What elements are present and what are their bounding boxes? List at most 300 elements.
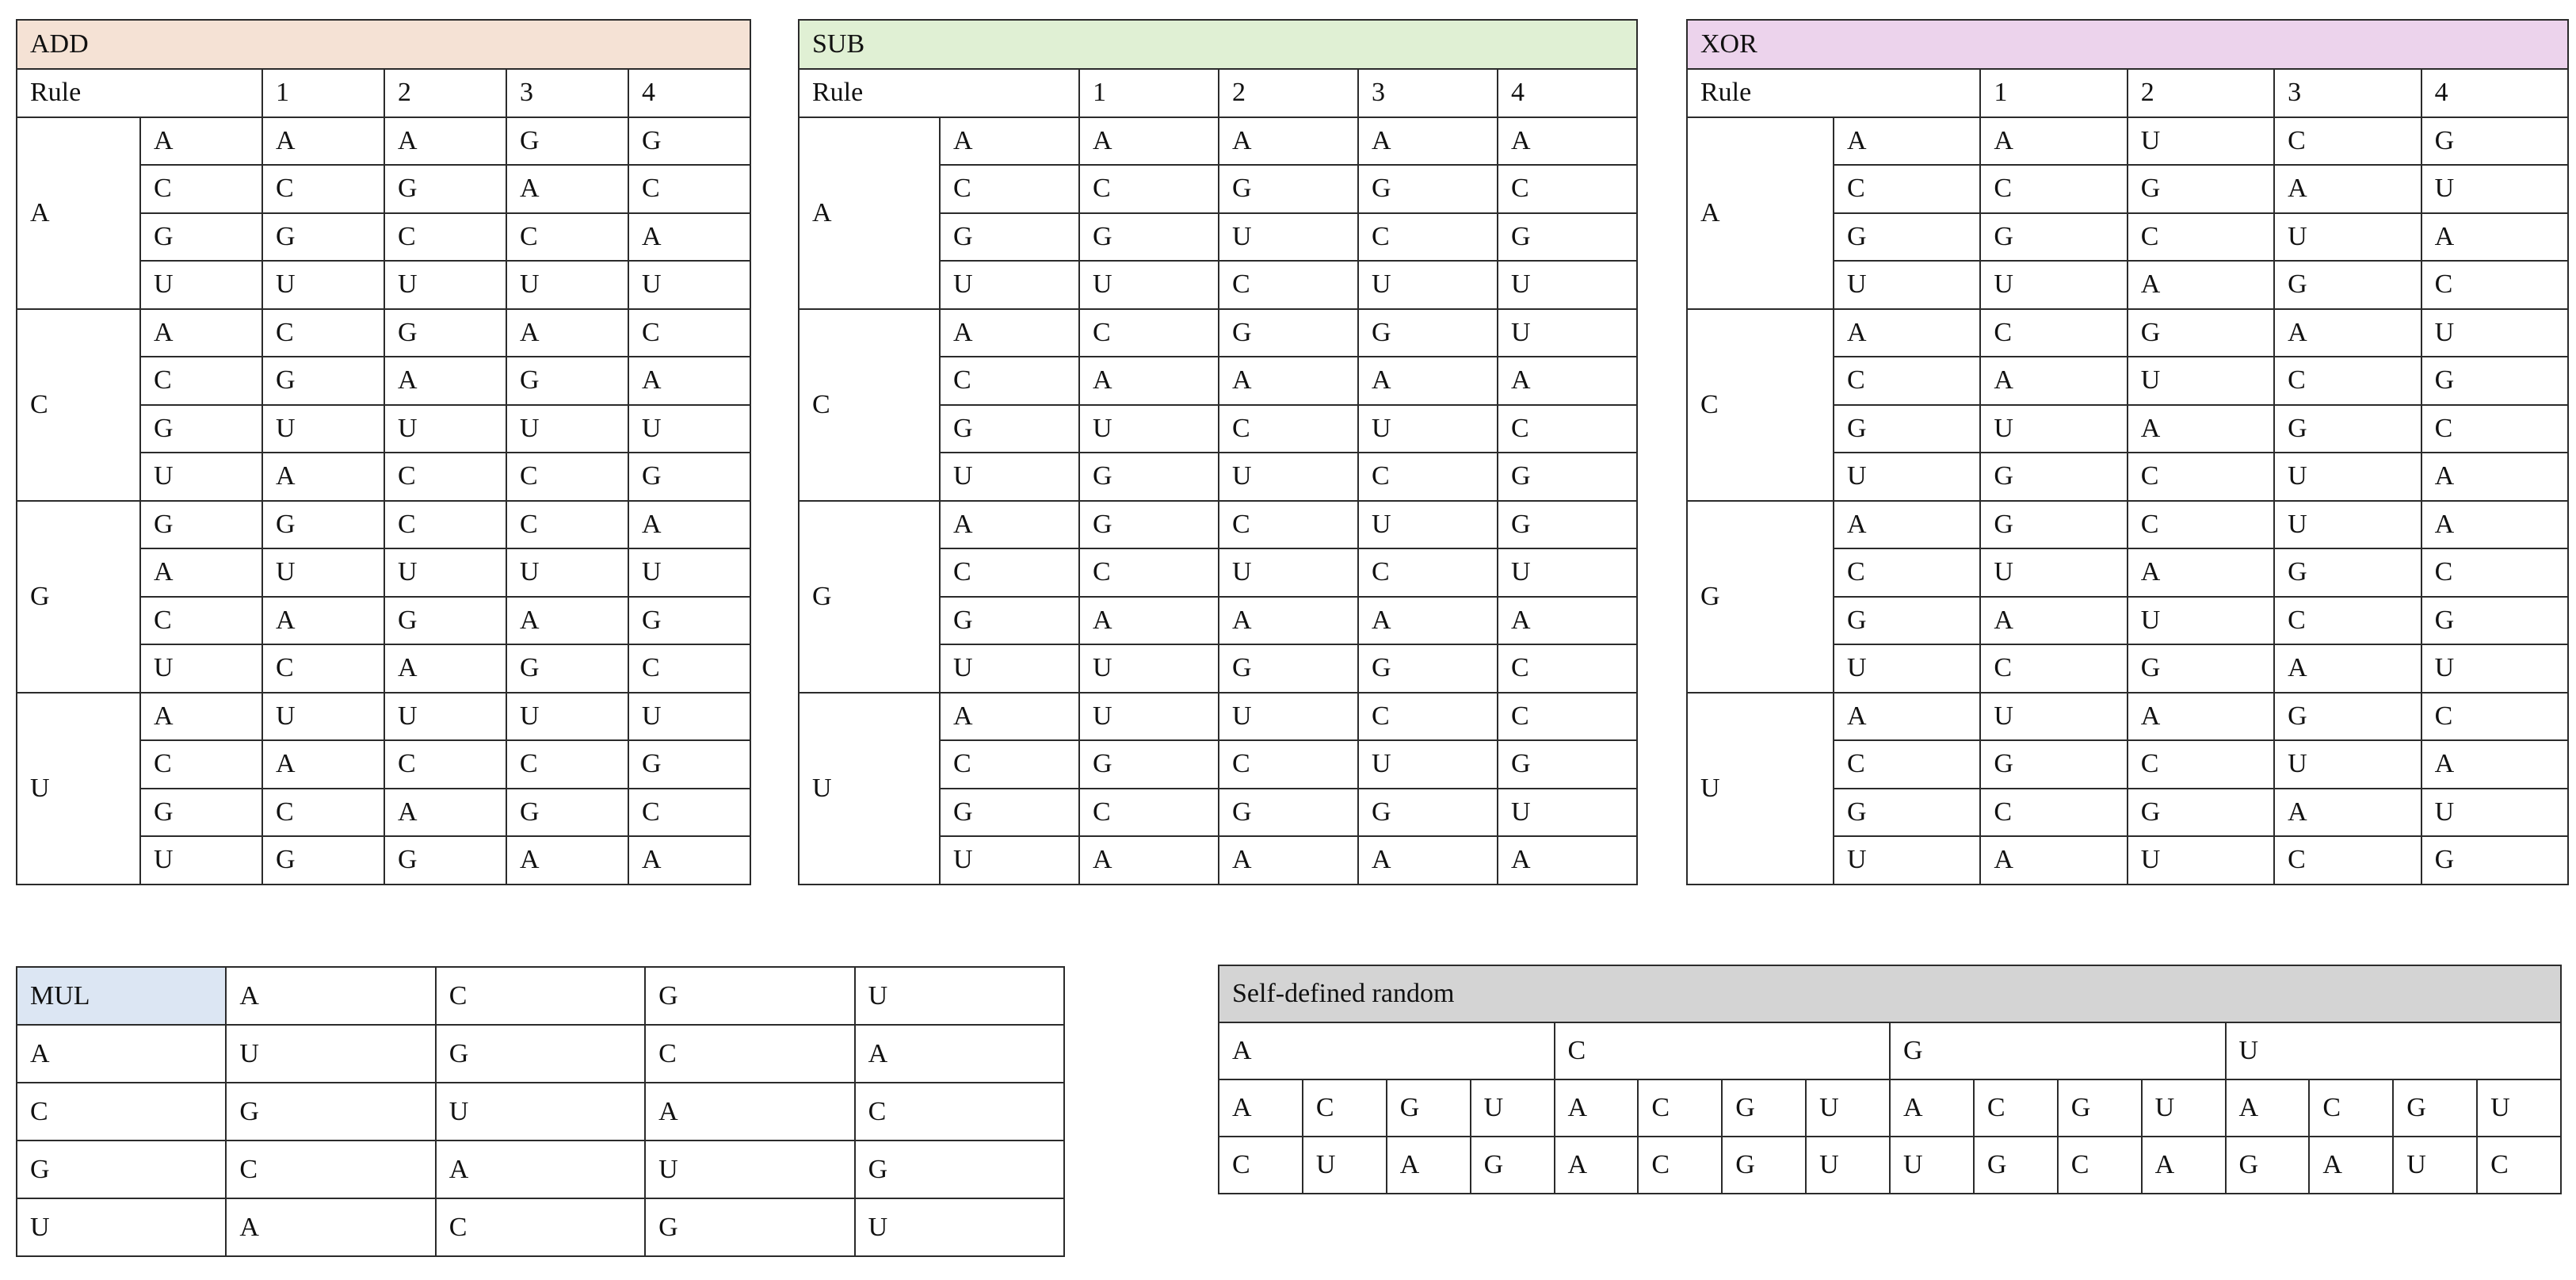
add-rule-cell: A	[628, 501, 750, 549]
add-column-header-row	[17, 69, 750, 117]
add-rule-cell: C	[628, 309, 750, 357]
add-input-base: G	[140, 789, 262, 837]
random-input-cell: C	[1638, 1079, 1722, 1137]
sub-rule-cell: A	[1498, 357, 1637, 405]
add-input-base: C	[140, 165, 262, 213]
xor-input-base: A	[1834, 309, 1980, 357]
add-group-base: C	[17, 309, 140, 501]
sub-rule-cell: G	[1498, 213, 1637, 262]
sub-rule-cell: G	[1358, 165, 1498, 213]
add-rule-row	[17, 501, 750, 549]
xor-rule-cell: A	[2274, 165, 2421, 213]
add-rule-cell: A	[384, 789, 506, 837]
add-rule-cell: C	[628, 165, 750, 213]
add-rule-cell: U	[506, 405, 628, 453]
sub-input-base: U	[940, 644, 1079, 693]
sub-group-base: C	[799, 309, 940, 501]
xor-rule-cell: A	[2274, 789, 2421, 837]
xor-rule-cell: C	[2274, 117, 2421, 166]
xor-rule-cell: A	[2274, 644, 2421, 693]
xor-rule-cell: A	[2128, 261, 2274, 309]
sub-rule-label: Rule	[799, 69, 1079, 117]
random-input-cell: G	[2393, 1079, 2477, 1137]
xor-rule-cell: C	[2421, 405, 2568, 453]
xor-rule-cell: G	[2274, 261, 2421, 309]
sub-rule-cell: U	[1079, 693, 1219, 741]
xor-rule-cell: U	[1980, 405, 2127, 453]
mul-cell: U	[226, 1025, 435, 1083]
xor-rule-cell: U	[1980, 261, 2127, 309]
random-input-cell: U	[1471, 1079, 1555, 1137]
sub-input-base: U	[940, 836, 1079, 885]
xor-input-base: U	[1834, 644, 1980, 693]
xor-rule-cell: C	[2421, 261, 2568, 309]
mul-cell: U	[855, 1198, 1064, 1256]
add-group-base: U	[17, 693, 140, 885]
add-input-base: C	[140, 740, 262, 789]
add-group-base: A	[17, 117, 140, 309]
add-rule-cell: G	[384, 309, 506, 357]
mul-row-label: A	[17, 1025, 226, 1083]
sub-rule-cell: A	[1498, 117, 1637, 166]
sub-input-base: A	[940, 501, 1079, 549]
sub-rule-row	[799, 693, 1637, 741]
random-input-cell: A	[1555, 1079, 1639, 1137]
random-table-title: Self-defined random	[1219, 965, 2561, 1022]
mul-row	[17, 1198, 1064, 1256]
random-output-cell: A	[1555, 1137, 1639, 1194]
xor-rule-cell: C	[2128, 453, 2274, 501]
sub-rule-cell: A	[1079, 117, 1219, 166]
sub-rule-cell: U	[1498, 789, 1637, 837]
random-input-cell: G	[1387, 1079, 1471, 1137]
mul-col-header: G	[645, 967, 854, 1025]
xor-rule-cell: C	[2128, 213, 2274, 262]
add-table-title: ADD	[17, 20, 750, 69]
mul-table-title: MUL	[17, 967, 226, 1025]
xor-rule-cell: A	[2421, 501, 2568, 549]
add-rule-cell: G	[262, 501, 384, 549]
mul-row-label: C	[17, 1083, 226, 1141]
add-rule-cell: A	[384, 644, 506, 693]
sub-rule-cell: G	[1358, 789, 1498, 837]
xor-rule-cell: C	[1980, 644, 2127, 693]
sub-rule-cell: C	[1079, 309, 1219, 357]
sub-input-base: C	[940, 740, 1079, 789]
add-input-base: U	[140, 836, 262, 885]
add-rule-cell: G	[628, 117, 750, 166]
add-rule-cell: U	[628, 548, 750, 597]
random-input-cell: A	[1890, 1079, 1974, 1137]
xor-input-base: C	[1834, 548, 1980, 597]
xor-rule-cell: U	[2421, 789, 2568, 837]
sub-rule-cell: C	[1358, 213, 1498, 262]
xor-rule-cell: U	[2274, 453, 2421, 501]
xor-rule-cell: G	[2128, 789, 2274, 837]
sub-rule-cell: A	[1219, 597, 1358, 645]
xor-input-base: G	[1834, 789, 1980, 837]
sub-rule-cell: U	[1219, 453, 1358, 501]
sub-rule-row	[799, 501, 1637, 549]
mul-cell: G	[436, 1025, 645, 1083]
mul-col-header: A	[226, 967, 435, 1025]
xor-rule-cell: G	[2128, 165, 2274, 213]
add-rule-cell: C	[384, 501, 506, 549]
mul-row	[17, 1025, 1064, 1083]
sub-input-base: C	[940, 165, 1079, 213]
add-rule-label: Rule	[17, 69, 262, 117]
add-rule-cell: U	[384, 261, 506, 309]
mul-cell: G	[855, 1141, 1064, 1198]
add-rule-cell: C	[262, 165, 384, 213]
add-rule-cell: C	[384, 213, 506, 262]
random-input-cell: G	[1722, 1079, 1806, 1137]
sub-rule-cell: A	[1358, 836, 1498, 885]
add-rule-cell: G	[384, 836, 506, 885]
xor-rule-cell: G	[2421, 836, 2568, 885]
sub-input-base: A	[940, 309, 1079, 357]
sub-rule-cell: A	[1498, 597, 1637, 645]
sub-rule-row	[799, 309, 1637, 357]
add-rule-cell: A	[628, 836, 750, 885]
sub-rule-cell: A	[1358, 357, 1498, 405]
add-rule-cell: G	[506, 644, 628, 693]
add-rule-cell: U	[384, 693, 506, 741]
xor-rule-cell: C	[1980, 309, 2127, 357]
add-rule-cell: A	[628, 213, 750, 262]
random-output-cell: G	[1722, 1137, 1806, 1194]
add-col-1: 1	[262, 69, 384, 117]
xor-rule-cell: G	[1980, 213, 2127, 262]
sub-col-4: 4	[1498, 69, 1637, 117]
xor-rule-cell: C	[1980, 165, 2127, 213]
random-output-cell: A	[2309, 1137, 2393, 1194]
add-rule-cell: G	[384, 597, 506, 645]
random-output-cell: G	[1974, 1137, 2058, 1194]
sub-group-base: G	[799, 501, 940, 693]
mul-cell: C	[226, 1141, 435, 1198]
sub-rule-cell: A	[1219, 836, 1358, 885]
add-rule-cell: G	[628, 740, 750, 789]
sub-group-base: U	[799, 693, 940, 885]
sub-rule-cell: C	[1079, 165, 1219, 213]
sub-rule-cell: C	[1358, 548, 1498, 597]
sub-input-base: C	[940, 357, 1079, 405]
xor-rule-cell: C	[2421, 548, 2568, 597]
xor-group-base: U	[1687, 693, 1834, 885]
sub-rule-cell: U	[1358, 405, 1498, 453]
add-rule-cell: C	[506, 501, 628, 549]
xor-rule-cell: G	[2128, 644, 2274, 693]
random-group-label: G	[1890, 1022, 2226, 1079]
sub-rule-cell: A	[1219, 357, 1358, 405]
mul-cell: A	[645, 1083, 854, 1141]
sub-rule-cell: A	[1358, 117, 1498, 166]
add-rule-cell: A	[384, 117, 506, 166]
sub-rule-cell: C	[1079, 789, 1219, 837]
add-rule-cell: A	[628, 357, 750, 405]
add-rule-cell: G	[262, 836, 384, 885]
mul-cell: A	[855, 1025, 1064, 1083]
sub-rule-cell: U	[1219, 693, 1358, 741]
sub-rule-cell: U	[1079, 644, 1219, 693]
random-input-cell: C	[1974, 1079, 2058, 1137]
sub-rule-cell: U	[1358, 501, 1498, 549]
xor-input-base: U	[1834, 453, 1980, 501]
xor-rule-cell: U	[1980, 693, 2127, 741]
xor-rule-row	[1687, 117, 2568, 166]
xor-rule-cell: G	[1980, 453, 2127, 501]
sub-rule-cell: A	[1358, 597, 1498, 645]
xor-rule-cell: U	[2128, 357, 2274, 405]
xor-input-base: A	[1834, 501, 1980, 549]
mul-cell: U	[645, 1141, 854, 1198]
sub-rule-cell: G	[1498, 501, 1637, 549]
add-input-base: A	[140, 548, 262, 597]
mul-row-label: U	[17, 1198, 226, 1256]
xor-rule-row	[1687, 501, 2568, 549]
sub-rule-cell: U	[1219, 213, 1358, 262]
add-rule-cell: A	[506, 836, 628, 885]
xor-rule-cell: U	[2128, 836, 2274, 885]
sub-rule-cell: C	[1498, 165, 1637, 213]
random-input-cell: U	[2477, 1079, 2561, 1137]
mul-row	[17, 1083, 1064, 1141]
xor-rule-cell: U	[2274, 740, 2421, 789]
add-rule-cell: G	[384, 165, 506, 213]
add-rule-cell: A	[506, 309, 628, 357]
random-output-cell: U	[1890, 1137, 1974, 1194]
sub-rule-cell: C	[1358, 693, 1498, 741]
xor-rule-cell: G	[2421, 597, 2568, 645]
sub-rule-cell: G	[1079, 453, 1219, 501]
add-rule-cell: U	[262, 261, 384, 309]
xor-input-base: C	[1834, 165, 1980, 213]
add-rule-row	[17, 117, 750, 166]
mul-cell: A	[226, 1198, 435, 1256]
xor-rule-cell: C	[2421, 693, 2568, 741]
add-rule-cell: C	[262, 789, 384, 837]
xor-input-base: U	[1834, 836, 1980, 885]
add-rule-cell: A	[262, 453, 384, 501]
sub-input-base: U	[940, 453, 1079, 501]
xor-group-base: A	[1687, 117, 1834, 309]
add-input-base: G	[140, 213, 262, 262]
sub-rule-cell: G	[1219, 165, 1358, 213]
xor-rule-cell: G	[2421, 117, 2568, 166]
random-output-row	[1219, 1137, 2561, 1194]
sub-rule-cell: U	[1498, 261, 1637, 309]
xor-rule-cell: U	[2274, 213, 2421, 262]
sub-rule-cell: C	[1498, 405, 1637, 453]
sub-input-base: G	[940, 213, 1079, 262]
add-input-base: U	[140, 453, 262, 501]
add-rule-cell: U	[628, 693, 750, 741]
add-rule-cell: C	[628, 789, 750, 837]
random-output-cell: U	[2393, 1137, 2477, 1194]
sub-input-base: A	[940, 117, 1079, 166]
xor-rule-cell: U	[2421, 309, 2568, 357]
sub-rule-cell: C	[1358, 453, 1498, 501]
add-rule-cell: C	[384, 453, 506, 501]
add-rule-cell: G	[506, 789, 628, 837]
sub-rule-cell: C	[1079, 548, 1219, 597]
random-output-cell: G	[1471, 1137, 1555, 1194]
add-rule-cell: C	[262, 309, 384, 357]
add-input-base: U	[140, 644, 262, 693]
random-group-label: C	[1555, 1022, 1891, 1079]
xor-rule-cell: C	[2274, 836, 2421, 885]
add-rule-row	[17, 309, 750, 357]
random-output-cell: U	[1303, 1137, 1387, 1194]
sub-rule-row	[799, 117, 1637, 166]
xor-rule-cell: A	[2421, 740, 2568, 789]
sub-rule-cell: A	[1079, 357, 1219, 405]
add-input-base: U	[140, 261, 262, 309]
sub-col-3: 3	[1358, 69, 1498, 117]
xor-input-base: G	[1834, 405, 1980, 453]
mul-row	[17, 1141, 1064, 1198]
mul-col-header: C	[436, 967, 645, 1025]
sub-input-base: G	[940, 597, 1079, 645]
add-rule-cell: C	[506, 453, 628, 501]
add-input-base: C	[140, 357, 262, 405]
xor-input-base: G	[1834, 213, 1980, 262]
sub-rule-cell: U	[1219, 548, 1358, 597]
xor-input-base: A	[1834, 693, 1980, 741]
mul-col-header: U	[855, 967, 1064, 1025]
random-output-cell: C	[1638, 1137, 1722, 1194]
xor-rule-cell: C	[2274, 597, 2421, 645]
add-rule-cell: U	[262, 548, 384, 597]
xor-rule-row	[1687, 309, 2568, 357]
xor-group-base: C	[1687, 309, 1834, 501]
sub-rule-cell: G	[1498, 740, 1637, 789]
sub-rule-cell: G	[1079, 740, 1219, 789]
random-input-cell: C	[2309, 1079, 2393, 1137]
xor-rule-row	[1687, 693, 2568, 741]
add-rule-cell: U	[262, 693, 384, 741]
xor-rule-cell: U	[1980, 548, 2127, 597]
xor-input-base: C	[1834, 357, 1980, 405]
xor-input-base: C	[1834, 740, 1980, 789]
xor-rule-cell: U	[2421, 165, 2568, 213]
sub-rule-cell: G	[1219, 789, 1358, 837]
sub-rule-cell: U	[1079, 261, 1219, 309]
add-rule-row	[17, 693, 750, 741]
xor-rule-cell: U	[2274, 501, 2421, 549]
add-col-2: 2	[384, 69, 506, 117]
xor-rule-cell: C	[2274, 357, 2421, 405]
xor-rule-table	[1686, 19, 2569, 885]
xor-rule-cell: A	[2421, 453, 2568, 501]
xor-input-base: A	[1834, 117, 1980, 166]
xor-group-base: G	[1687, 501, 1834, 693]
sub-rule-cell: C	[1219, 501, 1358, 549]
add-rule-cell: G	[506, 117, 628, 166]
xor-rule-cell: G	[1980, 740, 2127, 789]
sub-rule-cell: C	[1498, 693, 1637, 741]
add-rule-cell: C	[262, 644, 384, 693]
add-rule-cell: C	[628, 644, 750, 693]
add-input-base: C	[140, 597, 262, 645]
add-group-base: G	[17, 501, 140, 693]
add-rule-cell: C	[384, 740, 506, 789]
xor-rule-cell: A	[1980, 357, 2127, 405]
random-group-row	[1219, 1022, 2561, 1079]
random-input-cell: G	[2058, 1079, 2142, 1137]
random-group-label: U	[2226, 1022, 2562, 1079]
add-rule-cell: A	[262, 597, 384, 645]
mul-table	[16, 966, 1065, 1257]
add-rule-cell: A	[384, 357, 506, 405]
random-output-cell: C	[1219, 1137, 1303, 1194]
mul-header-row	[17, 967, 1064, 1025]
add-rule-cell: U	[262, 405, 384, 453]
sub-rule-cell: G	[1498, 453, 1637, 501]
add-col-4: 4	[628, 69, 750, 117]
xor-rule-cell: A	[2128, 693, 2274, 741]
xor-rule-cell: A	[1980, 597, 2127, 645]
xor-rule-cell: G	[2421, 357, 2568, 405]
xor-col-2: 2	[2128, 69, 2274, 117]
xor-rule-cell: U	[2128, 117, 2274, 166]
add-rule-cell: A	[506, 165, 628, 213]
add-col-3: 3	[506, 69, 628, 117]
xor-rule-cell: C	[2128, 501, 2274, 549]
add-rule-cell: C	[506, 740, 628, 789]
sub-rule-cell: U	[1358, 740, 1498, 789]
random-input-row	[1219, 1079, 2561, 1137]
xor-rule-cell: A	[2421, 213, 2568, 262]
add-rule-cell: A	[262, 740, 384, 789]
sub-rule-cell: A	[1219, 117, 1358, 166]
random-group-label: A	[1219, 1022, 1555, 1079]
mul-cell: G	[226, 1083, 435, 1141]
random-input-cell: U	[2142, 1079, 2226, 1137]
xor-col-4: 4	[2421, 69, 2568, 117]
xor-rule-cell: C	[1980, 789, 2127, 837]
random-input-cell: A	[2226, 1079, 2310, 1137]
add-input-base: A	[140, 117, 262, 166]
sub-group-base: A	[799, 117, 940, 309]
sub-input-base: C	[940, 548, 1079, 597]
add-rule-cell: G	[262, 213, 384, 262]
sub-col-2: 2	[1219, 69, 1358, 117]
random-output-cell: A	[1387, 1137, 1471, 1194]
mul-cell: C	[645, 1025, 854, 1083]
random-output-cell: G	[2226, 1137, 2310, 1194]
sub-rule-cell: U	[1498, 548, 1637, 597]
mul-cell: G	[645, 1198, 854, 1256]
add-rule-cell: U	[628, 405, 750, 453]
add-rule-cell: G	[262, 357, 384, 405]
xor-rule-cell: U	[2128, 597, 2274, 645]
xor-table-title: XOR	[1687, 20, 2568, 69]
add-rule-cell: G	[628, 453, 750, 501]
sub-rule-cell: G	[1358, 309, 1498, 357]
sub-rule-cell: C	[1219, 261, 1358, 309]
sub-rule-cell: C	[1219, 405, 1358, 453]
random-input-cell: A	[1219, 1079, 1303, 1137]
sub-rule-cell: U	[1358, 261, 1498, 309]
xor-rule-cell: G	[1980, 501, 2127, 549]
sub-rule-cell: A	[1079, 597, 1219, 645]
add-rule-cell: C	[506, 213, 628, 262]
add-rule-cell: U	[628, 261, 750, 309]
xor-rule-cell: A	[2128, 405, 2274, 453]
sub-rule-cell: G	[1358, 644, 1498, 693]
